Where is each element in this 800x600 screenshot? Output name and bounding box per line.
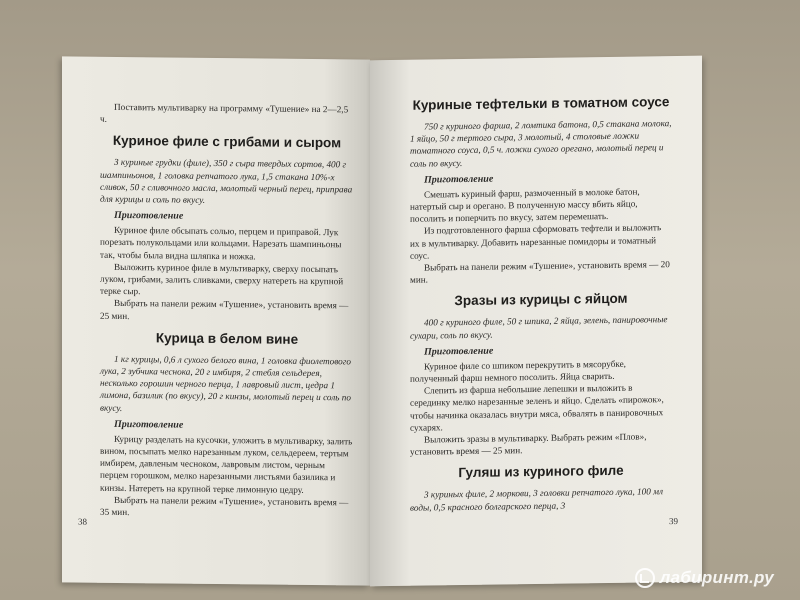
prep-heading: Приготовление (424, 345, 494, 358)
prep-heading: Приготовление (424, 173, 494, 186)
prep-heading: Приготовление (114, 418, 184, 431)
watermark (635, 568, 774, 588)
labirint-logo-icon (635, 568, 655, 588)
left-page (62, 56, 370, 585)
step-text: Курицу разделать на кусочки, уложить в мультиварку, залить вином, посыпать мелко нарезанным луком, сельдереем, тертым имбирем, давленым чесноком, лавровым листом, черным перцем горошком, мелко нарезанными листьями базилика и кинзы. Натереть на крупной терке лимонную цедру. (100, 433, 353, 495)
step-text: Смешать куриный фарш, размоченный в молоке батон, натертый сыр и орегано. В полученную массу вбить яйцо, посолить и поперчить по вкусу, затем перемешать. (410, 186, 640, 224)
intro-text: Поставить мультиварку на программу «Тушение» на 2—2,5 ч. (100, 101, 349, 125)
page-number: 38 (78, 516, 87, 527)
ingredients: 3 куриных филе, 2 моркови, 3 головки репчатого лука, 100 мл воды, 0,5 красного болгарского перца, 3 (410, 486, 664, 513)
recipe-title: Зразы из курицы с яйцом (454, 291, 628, 309)
open-book (62, 58, 702, 584)
page-number: 39 (669, 516, 678, 527)
recipe-title: Куриные тефтельки в томатном соусе (412, 94, 670, 113)
step-text: Куриное филе со шпиком перекрутить в мясорубке, полученный фарш немного посолить. Яйца сварить. (410, 358, 626, 384)
prep-heading: Приготовление (114, 210, 184, 222)
step-text: Выбрать на панели режим «Тушение», установить время — 35 мин. (100, 494, 349, 518)
ingredients: 3 куриные грудки (филе), 350 г сыра твердых сортов, 400 г шампиньонов, 1 головка репчатого лука, 1,5 стакана 10%-х сливок, 50 г сливочного масла, молотый черный перец, приправа для курицы и соль по вкусу. (100, 157, 353, 205)
recipe-title: Гуляш из куриного филе (458, 463, 624, 481)
recipe-title: Курица в белом вине (155, 330, 299, 347)
watermark-text: лабиринт.ру (659, 568, 774, 587)
step-text: Слепить из фарша небольшие лепешки и выложить в серединку мелко нарезанные зеленъ и яйцо. Сделать «пирожок», чтобы начинка оказалась внутри мяса, обвалять в панировочных сухарях. (410, 382, 664, 433)
ingredients: 1 кг курицы, 0,6 л сухого белого вина, 1 головка фиолетового лука, 2 зубчика чеснока, 20 г имбиря, 2 стебля сельдерея, несколько горошин черного перца, 1 лавровый лист, цедра 1 лимона, базилик (по вкусу), 20 г кинзы, молотый перец и соль по вкусу. (100, 353, 351, 413)
right-page (370, 56, 702, 587)
ingredients: 400 г куриного филе, 50 г шпика, 2 яйца, зелень, панировочные сухари, соль по вкусу. (410, 314, 668, 341)
step-text: Выложить куриное филе в мультиварку, сверху посыпать луком, грибами, залить сливками, сверху натереть на крупной терке сыр. (100, 261, 344, 297)
step-text: Из подготовленного фарша сформовать тефтели и выложить их в мультиварку. Добавить нарезанные помидоры и томатный соус. (410, 222, 662, 261)
step-text: Выбрать на панели режим «Тушение», установить время — 25 мин. (100, 298, 349, 321)
step-text: Выбрать на панели режим «Тушение», установить время — 20 мин. (410, 259, 670, 285)
recipe-title: Куриное филе с грибами и сыром (112, 133, 342, 151)
step-text: Выложить зразы в мультиварку. Выбрать режим «Плов», установить время — 25 мин. (410, 431, 647, 458)
step-text: Куриное филе обсыпать солью, перцем и приправой. Лук порезать полукольцами или кольцами. Нарезать шампиньоны так, чтобы была видна шляпка и ножка. (100, 225, 342, 262)
ingredients: 750 г куриного фарша, 2 ломтика батона, 0,5 стакана молока, 1 яйцо, 50 г тертого сыра, 3 молотый, 4 столовые ложки томатного соуса, 0,5 ч. ложки сухого орегано, молотый перец и соль по вкусу. (410, 118, 672, 169)
